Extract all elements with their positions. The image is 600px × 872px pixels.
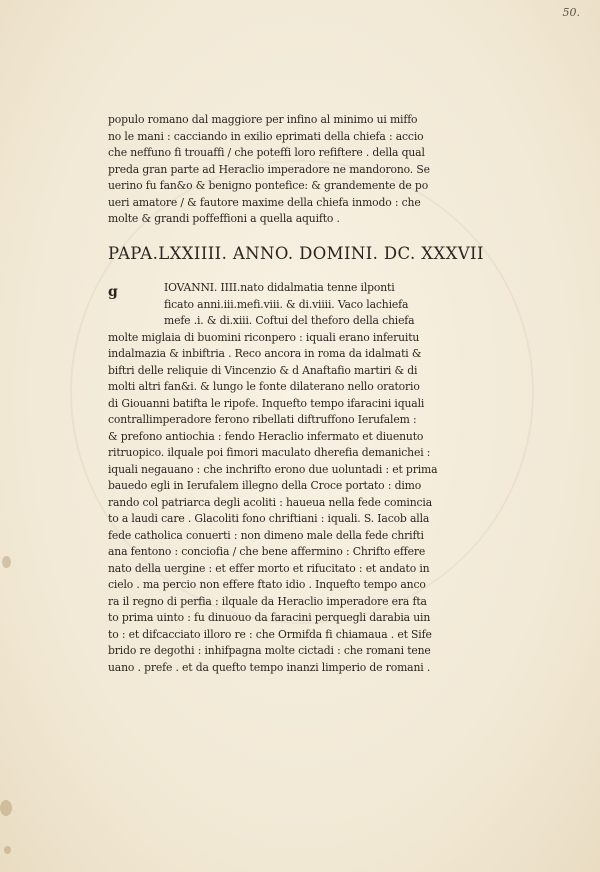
text-line: iquali negauano : che inchrifto erono due uoluntadi : et prima (108, 462, 438, 476)
paragraph-severinus (108, 112, 468, 228)
text-line: ra il regno di perfia : ilquale da Heraclio imperadore era fta (108, 594, 427, 608)
text-line: molti altri fan&i. & lungo le fonte dilaterano nello oratorio (108, 380, 420, 393)
text-line: ueri amatore / & fautore maxime della chiefa inmodo : che (108, 195, 421, 209)
text-line: biftri delle reliquie di Vincenzio & d Anaftafio martiri & di (108, 363, 418, 377)
folio-number: 50. (562, 6, 580, 19)
text-line: fede catholica conuerti : non dimeno male della fede chrifti (108, 528, 424, 542)
text-line: contrallimperadore ferono ribellati diftruffono Ierufalem : (108, 413, 417, 426)
text-line: bauedo egli in Ierufalem illegno della Croce portato : dimo (108, 479, 422, 492)
text-line: molte & grandi poffeffioni a quella aquifto . (108, 212, 340, 225)
text-line: indalmazia & inbiftria . Reco ancora in roma da idalmati & (108, 347, 422, 360)
foxing-stain (2, 556, 11, 568)
text-line: molte miglaia di buomini riconpero : iquali erano inferuitu (108, 330, 420, 344)
text-line: to : et difcacciato illoro re : che Ormifda fi chiamaua . et Sife (108, 627, 432, 641)
text-line: uano . prefe . et da quefto tempo inanzi limperio de romani . (108, 660, 431, 674)
text-line: mefe .i. & di.xiii. Coftui del theforo della chiefa (164, 314, 415, 327)
text-line: brido re degothi : inhifpagna molte cictadi : che romani tene (108, 644, 431, 657)
text-line: populo romano dal maggiore per infino al minimo ui miffo (108, 113, 418, 126)
text-line: che neffuno fi trouaffi / che poteffi loro refiftere . della qual (108, 146, 425, 159)
section-header: PAPA.LXXIIII. ANNO. DOMINI. DC. XXXVII (108, 244, 484, 263)
text-line: to prima uinto : fu dinuouo da faracini perquegli darabia uin (108, 611, 431, 624)
text-line: ficato anni.iii.mefi.viii. & di.viiii. Vaco lachiefa (164, 297, 409, 311)
text-line: ana fentono : conciofia / che bene affermino : Chrifto effere (108, 545, 426, 558)
text-line: to a laudi care . Glacoliti fono chriftiani : iquali. S. Iacob alla (108, 512, 430, 525)
text-line: ritruopico. ilquale poi fimori maculato dherefia demanichei : (108, 446, 431, 459)
text-line: no le mani : cacciando in exilio eprimati della chiefa : accio (108, 129, 424, 143)
text-line: nato della uergine : et effer morto et rifucitato : et andato in (108, 561, 430, 575)
text-line: cielo . ma percio non effere ftato idio . Inquefto tempo anco (108, 578, 426, 591)
text-line: uerino fu fan&o & benigno pontefice: & grandemente de po (108, 179, 429, 192)
foxing-stain (0, 800, 12, 816)
text-line: rando col patriarca degli acoliti : haueua nella fede comincia (108, 495, 433, 509)
guide-letter: g (108, 284, 118, 300)
text-line: di Giouanni batifta le ripofe. Inquefto tempo ifaracini iquali (108, 396, 425, 410)
foxing-stain (4, 846, 11, 854)
text-line: & prefono antiochia : fendo Heraclio infermato et diuenuto (108, 429, 424, 443)
text-line: preda gran parte ad Heraclio imperadore ne mandorono. Se (108, 162, 430, 176)
text-line: IOVANNI. IIII.nato didalmatia tenne ilponti (164, 281, 395, 294)
paragraph-john-iv (108, 280, 468, 676)
